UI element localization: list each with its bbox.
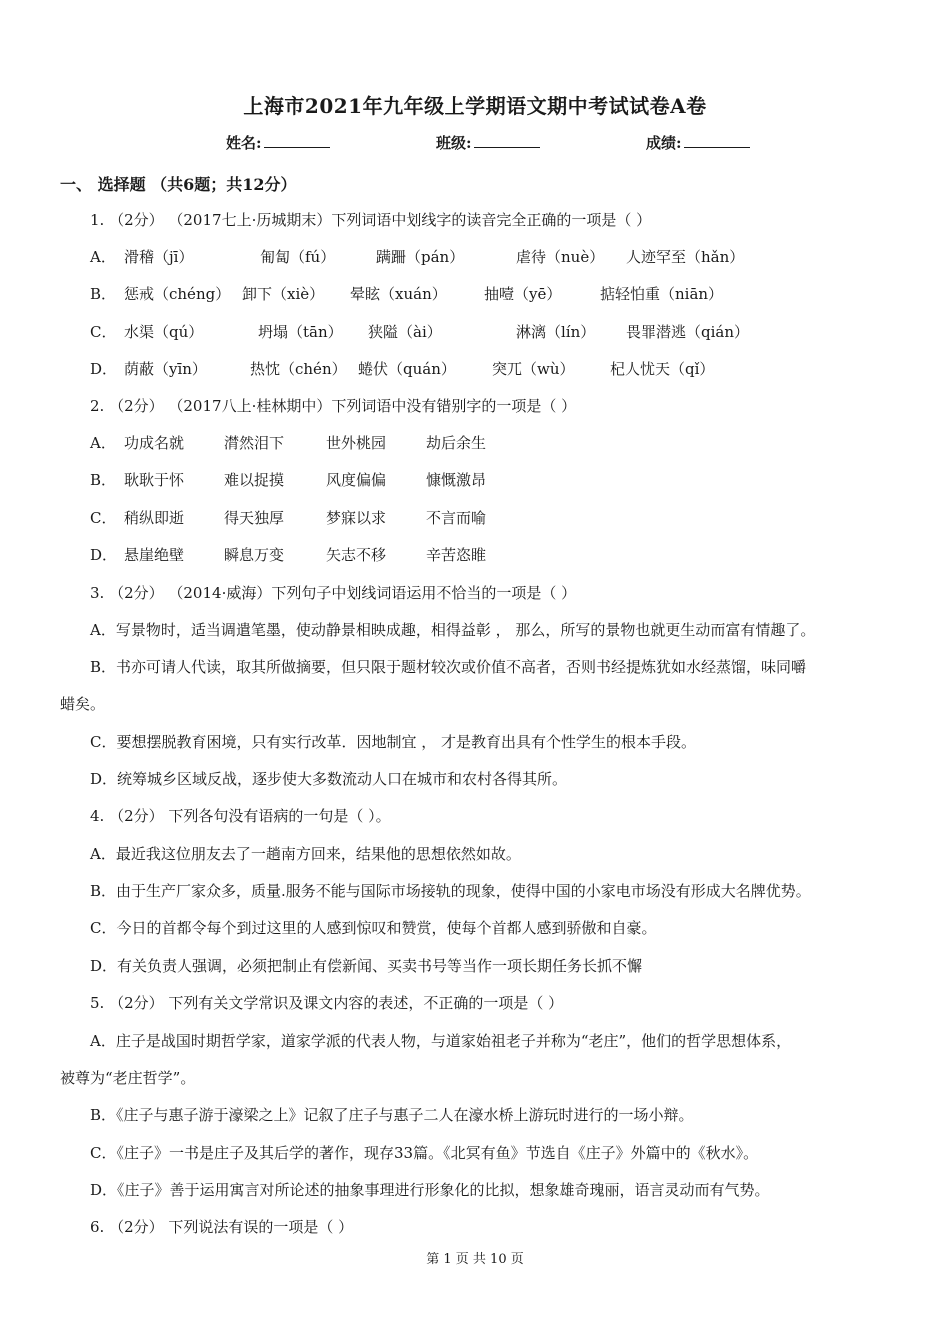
option-word: 蜷伏（quán） <box>358 360 456 378</box>
option-word: 慷慨激昂 <box>426 471 487 489</box>
option-letter: B． <box>90 285 117 303</box>
option-word: 掂轻怕重（niān） <box>600 285 724 303</box>
option-word: 耿耿于怀 <box>124 471 185 489</box>
question-1-option-a <box>90 247 890 267</box>
option-word: 卸下（xiè） <box>242 285 325 303</box>
option-word: 匍匐（fú） <box>260 248 336 266</box>
question-5-option-a: A．庄子是战国时期哲学家，道家学派的代表人物，与道家始祖老子并称为“老庄”，他们的哲学思想体系， <box>90 1032 792 1050</box>
question-4-option-b: B．由于生产厂家众多，质量.服务不能与国际市场接轨的现象，使得中国的小家电市场没有形成大名牌优势。 <box>90 882 811 900</box>
option-letter: C． <box>90 509 117 527</box>
option-word: 晕眩（xuán） <box>350 285 447 303</box>
score-label: 成绩: <box>646 134 682 152</box>
question-2-option-d <box>90 545 890 565</box>
question-3-option-b-continued: 蜡矣。 <box>60 695 106 713</box>
option-letter: A． <box>90 248 116 266</box>
option-word: 杞人忧天（qǐ） <box>610 360 715 378</box>
class-blank <box>474 133 540 148</box>
class-field <box>436 132 540 153</box>
page-title: 上海市2021年九年级上学期语文期中考试试卷A卷 <box>243 94 707 118</box>
option-word: 稍纵即逝 <box>124 509 185 527</box>
question-4-option-a: A．最近我这位朋友去了一趟南方回来，结果他的思想依然如故。 <box>90 845 521 863</box>
option-word: 辛苦恣睢 <box>426 546 487 564</box>
name-blank <box>264 133 330 148</box>
section-heading: 一、 选择题 （共6题；共12分） <box>60 175 297 194</box>
question-1-option-b <box>90 284 890 304</box>
question-3-stem: 3. （2分） （2014·威海）下列句子中划线词语运用不恰当的一项是（ ） <box>90 584 577 602</box>
question-4-option-c: C．今日的首都令每个到过这里的人感到惊叹和赞赏，使每个首都人感到骄傲和自豪。 <box>90 919 657 937</box>
question-3-option-c: C．要想摆脱教育困境，只有实行改革．因地制宜 ， 才是教育出具有个性学生的根本手段。 <box>90 733 697 751</box>
option-word: 蹒跚（pán） <box>376 248 465 266</box>
option-letter: A． <box>90 434 116 452</box>
score-blank <box>684 133 750 148</box>
option-word: 滑稽（jī） <box>124 248 194 266</box>
question-5-stem: 5. （2分） 下列有关文学常识及课文内容的表述，不正确的一项是（ ） <box>90 994 564 1012</box>
option-word: 水渠（qú） <box>124 323 204 341</box>
option-word: 狭隘（ài） <box>368 323 442 341</box>
option-letter: B． <box>90 471 117 489</box>
score-field <box>646 132 750 153</box>
question-4-stem: 4. （2分） 下列各句没有语病的一句是（ ）。 <box>90 807 391 825</box>
page-footer: 第 1 页 共 10 页 <box>426 1252 524 1267</box>
question-1-option-d <box>90 359 890 379</box>
option-word: 瞬息万变 <box>224 546 285 564</box>
question-3-option-a: A．写景物时，适当调遣笔墨，使动静景相映成趣，相得益彰 ， 那么，所写的景物也就更生动而富有情趣了。 <box>90 621 816 639</box>
option-letter: D． <box>90 360 118 378</box>
question-6-stem: 6. （2分） 下列说法有误的一项是（ ） <box>90 1218 354 1236</box>
option-word: 梦寐以求 <box>326 509 387 527</box>
option-word: 荫蔽（yīn） <box>124 360 207 378</box>
option-word: 风度偏偏 <box>326 471 387 489</box>
option-letter: D． <box>90 546 118 564</box>
option-word: 功成名就 <box>124 434 185 452</box>
question-3-option-d: D．统筹城乡区域反战，逐步使大多数流动人口在城市和农村各得其所。 <box>90 770 568 788</box>
question-5-option-a-continued: 被尊为“老庄哲学”。 <box>60 1069 196 1087</box>
question-1-option-c <box>90 322 890 342</box>
option-word: 虐待（nuè） <box>516 248 605 266</box>
option-word: 惩戒（chéng） <box>124 285 231 303</box>
name-label: 姓名: <box>226 134 262 152</box>
option-word: 潸然泪下 <box>224 434 285 452</box>
option-word: 淋漓（lín） <box>516 323 596 341</box>
option-word: 坍塌（tān） <box>258 323 343 341</box>
option-word: 劫后余生 <box>426 434 487 452</box>
question-1-stem: 1. （2分） （2017七上·历城期末）下列词语中划线字的读音完全正确的一项是（ ） <box>90 211 652 229</box>
name-field <box>226 132 330 153</box>
option-word: 世外桃园 <box>326 434 387 452</box>
option-word: 畏罪潜逃（qián） <box>626 323 750 341</box>
option-word: 突兀（wù） <box>492 360 575 378</box>
option-word: 难以捉摸 <box>224 471 285 489</box>
class-label: 班级: <box>436 134 472 152</box>
question-2-option-b <box>90 470 890 490</box>
question-5-option-d: D．《庄子》善于运用寓言对所论述的抽象事理进行形象化的比拟，想象雄奇瑰丽，语言灵动而有气势。 <box>90 1181 770 1199</box>
option-letter: C． <box>90 323 117 341</box>
option-word: 热忱（chén） <box>250 360 347 378</box>
question-3-option-b: B．书亦可请人代读，取其所做摘要，但只限于题材较次或价值不高者，否则书经提炼犹如水经蒸馏，味同嚼 <box>90 658 807 676</box>
option-word: 抽噎（yē） <box>484 285 562 303</box>
question-2-option-c <box>90 508 890 528</box>
option-word: 不言而喻 <box>426 509 487 527</box>
question-2-option-a <box>90 433 890 453</box>
question-5-option-b: B．《庄子与惠子游于濠梁之上》记叙了庄子与惠子二人在濠水桥上游玩时进行的一场小辩。 <box>90 1106 694 1124</box>
option-word: 得天独厚 <box>224 509 285 527</box>
option-word: 悬崖绝壁 <box>124 546 185 564</box>
question-2-stem: 2. （2分） （2017八上·桂林期中）下列词语中没有错别字的一项是（ ） <box>90 397 577 415</box>
option-word: 矢志不移 <box>326 546 387 564</box>
question-4-option-d: D．有关负责人强调，必须把制止有偿新闻、买卖书号等当作一项长期任务长抓不懈 <box>90 957 643 975</box>
option-word: 人迹罕至（hǎn） <box>626 248 745 266</box>
question-5-option-c: C．《庄子》一书是庄子及其后学的著作，现存33篇。《北冥有鱼》节选自《庄子》外篇中的《秋水》。 <box>90 1144 759 1162</box>
